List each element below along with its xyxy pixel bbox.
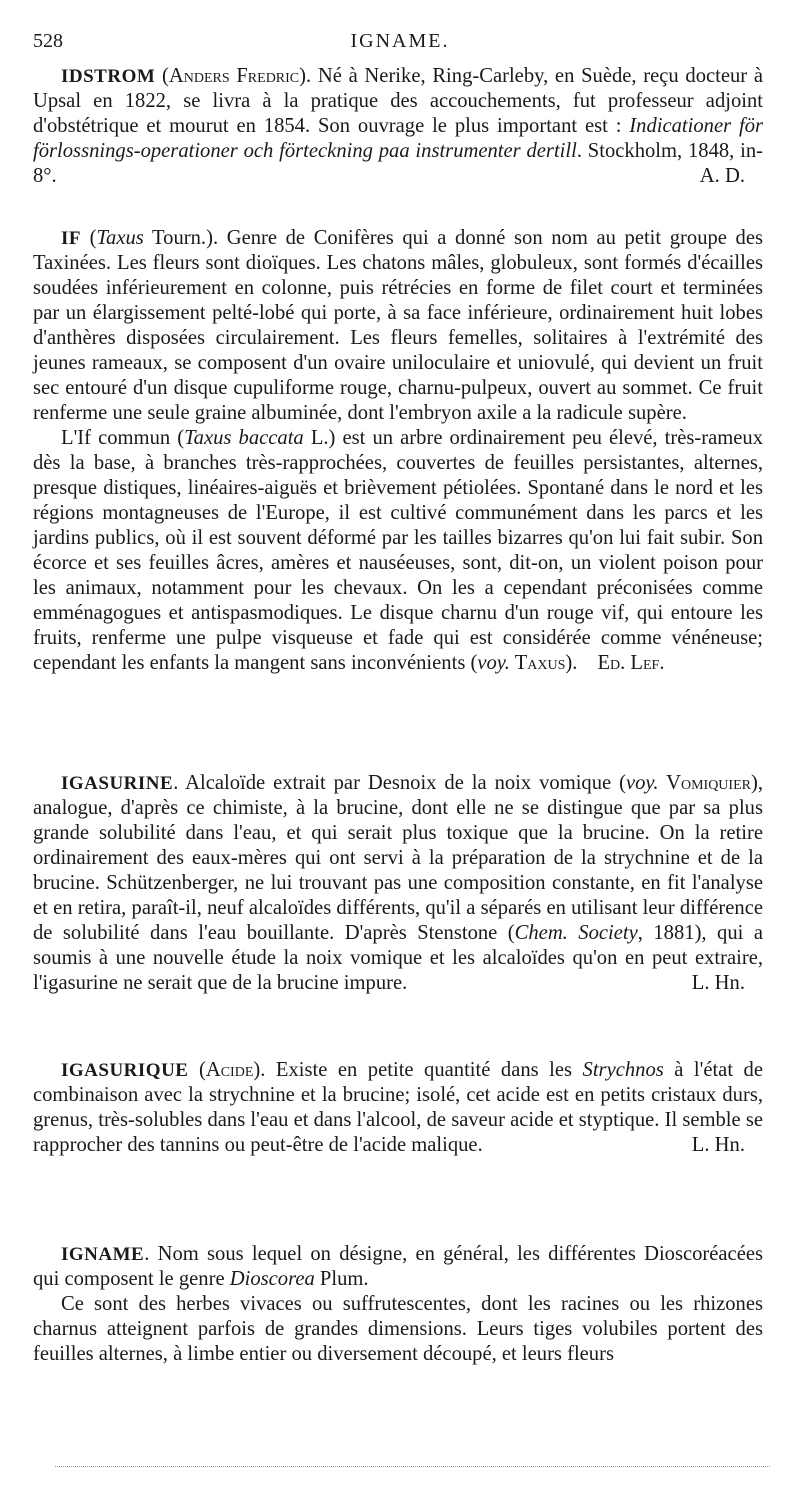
book-title: Indicationer för förlossnings-operationer och förteckning paa instrumenter dertill — [33, 115, 764, 162]
see-also: voy. — [477, 652, 510, 674]
cross-reference: Taxus — [509, 652, 566, 674]
entry-text: ( — [81, 227, 97, 249]
entry-text: , 1881), qui a soumis à une nouvelle étude la noix vomique et les alcaloïdes qu'on en peut extraire, l'igasurine ne serait que de la brucine impure. — [33, 922, 763, 994]
running-head: IGNAME. — [350, 30, 450, 52]
page-header — [33, 30, 767, 56]
genus-name: Dioscorea — [229, 1268, 315, 1290]
entry-paragraph: Ce sont des herbes vivaces ou suffrutescentes, dont les racines ou les rhizones charnus atteignent parfois de grandes dimensions. Leurs tiges volubiles portent des feuilles alternes, à limbe entier ou diversement découpé, et leurs fleurs — [33, 1293, 763, 1365]
entry-qualifier: Acide — [205, 1059, 254, 1081]
see-also: voy. — [625, 772, 659, 794]
entry-text: . Stockholm, 1848, in-8°. — [33, 140, 763, 187]
entry-paragraph — [33, 1242, 763, 1292]
entry-paragraph — [33, 426, 763, 676]
headword: IDSTROM — [61, 66, 156, 87]
entry-text: ( — [188, 1059, 206, 1081]
entry-text: L'If commun ( — [61, 427, 185, 449]
entry-igasurique — [33, 1058, 763, 1158]
genus-name: Taxus — [96, 227, 144, 249]
entry-text: . Alcaloïde extrait par Desnoix de la noix vomique ( — [173, 772, 626, 794]
signature: A. D. — [699, 165, 745, 187]
species-name: Taxus baccata — [184, 427, 304, 449]
signature: Ed. Lef. — [597, 652, 665, 674]
entry-paragraph — [33, 226, 763, 426]
entry-paragraph — [33, 64, 763, 189]
cross-reference: Vomiquier — [658, 772, 751, 794]
signature: L. Hn. — [691, 1134, 745, 1156]
entry-text: ). Existe en petite quantité dans les — [253, 1059, 583, 1081]
entry-text: L.) est un arbre ordinairement peu élevé, très-rameux dès la base, à branches très-rapprochées, couvertes de feuilles persistantes, alternes, presque distiques, linéaires-aiguës et brièvement pétiolées. Spontané dans le nord et les régions montagneuses de l'Europe, il est cultivé communément dans les parcs et les jardins publics, où il est souvent déformé par les tailles bizarres qu'on lui fait subir. Son écorce et ses feuilles âcres, amères et nauséeuses, sont, dit-on, un violent poison pour les animaux, notamment pour les chevaux. On les a cependant préconisées comme emménagogues et antispasmodiques. Le disque charnu d'un rouge vif, qui entoure les fruits, renferme une pulpe visqueuse et fade qui est considérée comme vénéneuse; cependant les enfants la mangent sans inconvénients ( — [33, 427, 764, 674]
entry-text: ( — [155, 65, 169, 87]
headword: IGNAME — [61, 1244, 145, 1265]
entry-paragraph — [33, 771, 763, 996]
entry-text: . Nom sous lequel on désigne, en général, les différentes Dioscoréacées qui composent le genre — [33, 1243, 763, 1290]
entry-igasurine — [33, 771, 763, 996]
entry-text: ). Né à Nerike, Ring-Carleby, en Suède, reçu docteur à Upsal en 1822, se livra à la pratique des accouchements, fut professeur adjoint d'obstétrique et mourut en 1854. Son ouvrage le plus important est : — [33, 65, 764, 137]
entry-paragraph — [33, 1058, 763, 1158]
footer-rule — [55, 1466, 770, 1468]
entry-text: ). — [565, 652, 578, 674]
entry-igname — [33, 1242, 763, 1367]
headword: IF — [61, 228, 81, 249]
journal-title: Chem. Society — [514, 922, 638, 944]
entry-text: à l'état de combinaison avec la strychnine et la brucine; isolé, cet acide est en petits cristaux durs, grenus, très-solubles dans l'eau et dans l'alcool, de saveur acide et styptique. Il semble se rapprocher des tannins ou peut-être de l'acide malique. — [33, 1059, 763, 1156]
headword: IGASURIQUE — [61, 1060, 189, 1081]
page-number: 528 — [33, 30, 63, 52]
entry-text: Plum. — [314, 1268, 369, 1290]
headword: IGASURINE — [61, 773, 174, 794]
genus-name: Strychnos — [582, 1059, 664, 1081]
entry-text: Tourn.). Genre de Conifères qui a donné son nom au petit groupe des Taxinées. Les fleurs sont dioïques. Les chatons mâles, globuleux, sont formés d'écailles soudées inférieurement en colonne, puis rétrécies en forme de filet court et terminées par un élargissement pelté-lobé qui porte, à sa face inférieure, ordinairement huit lobes d'anthères disposées circulairement. Les fleurs femelles, solitaires à l'extrémité des jeunes rameaux, se composent d'un ovaire uniloculaire et uniovulé, qui devient un fruit sec entouré d'un disque cupuliforme rouge, charnu-pulpeux, ouvert au sommet. Ce fruit renferme une seule graine albuminée, dont l'embryon axile a la radicule supère. — [33, 227, 763, 424]
signature: L. Hn. — [691, 972, 745, 994]
entry-idstrom — [33, 64, 763, 189]
entry-if — [33, 226, 763, 676]
entry-text: ), analogue, d'après ce chimiste, à la brucine, dont elle ne se distingue que par sa plus grande solubilité dans l'eau, et qui serait plus toxique que la brucine. On la retire ordinairement des eaux-mères qui ont servi à la préparation de la strychnine et de la brucine. Schützenberger, ne lui trouvant pas une composition constante, en fit l'analyse et en retira, paraît-il, neuf alcaloïdes différents, qu'il a séparés en utilisant leur différence de solubilité dans l'eau bouillante. D'après Stenstone ( — [33, 772, 763, 944]
author-name: Anders Fredric — [168, 65, 300, 87]
